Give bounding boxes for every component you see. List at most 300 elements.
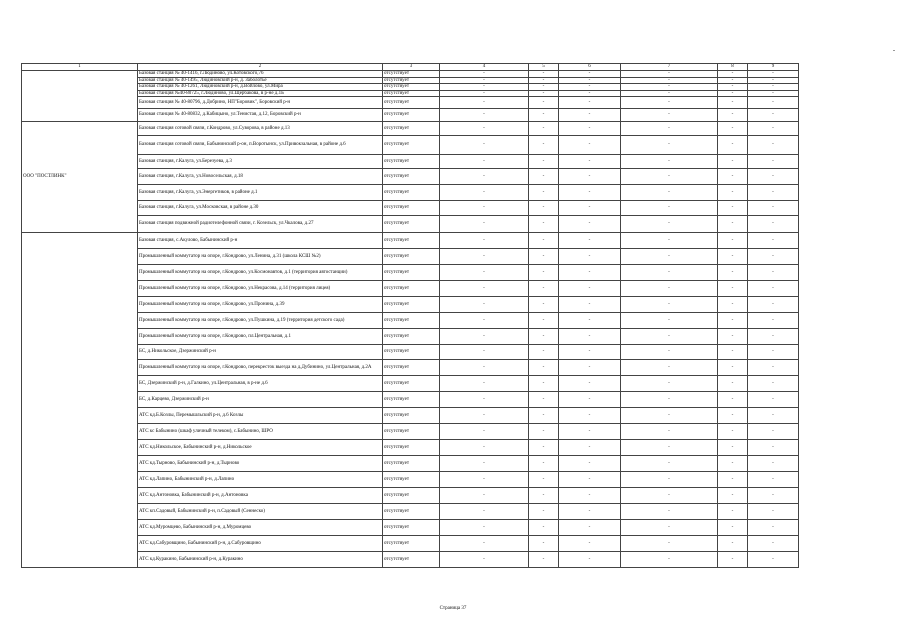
empty-value-cell: - xyxy=(529,472,559,488)
empty-value-cell: - xyxy=(621,109,718,122)
column-number: 6 xyxy=(559,64,621,71)
scan-mark xyxy=(893,50,895,51)
empty-value-cell: - xyxy=(718,440,748,456)
empty-value-cell: - xyxy=(529,440,559,456)
empty-value-cell: - xyxy=(718,97,748,109)
empty-value-cell: - xyxy=(529,520,559,536)
empty-value-cell: - xyxy=(440,71,529,78)
column-number: 5 xyxy=(529,64,559,71)
object-name-cell: Базовая станция № 40-1261, Людиновский р-н, д.Войлово, ул.Мира xyxy=(138,84,383,91)
empty-value-cell: - xyxy=(718,313,748,329)
empty-value-cell: - xyxy=(748,281,799,297)
empty-value-cell: - xyxy=(748,520,799,536)
empty-value-cell: - xyxy=(559,77,621,84)
empty-value-cell: - xyxy=(718,456,748,472)
empty-value-cell: - xyxy=(559,109,621,122)
status-cell: отсутствует xyxy=(383,392,440,408)
status-cell: отсутствует xyxy=(383,504,440,520)
empty-value-cell: - xyxy=(440,408,529,424)
empty-value-cell: - xyxy=(559,313,621,329)
empty-value-cell: - xyxy=(621,440,718,456)
column-number: 7 xyxy=(621,64,718,71)
empty-value-cell: - xyxy=(748,552,799,568)
empty-value-cell: - xyxy=(748,440,799,456)
organization-cell xyxy=(22,233,138,568)
organization-cell xyxy=(22,122,138,233)
column-number: 4 xyxy=(440,64,529,71)
empty-value-cell: - xyxy=(718,392,748,408)
empty-value-cell: - xyxy=(718,504,748,520)
empty-value-cell: - xyxy=(529,488,559,504)
empty-value-cell: - xyxy=(559,472,621,488)
page-number: Страница 37 xyxy=(439,606,467,611)
empty-value-cell: - xyxy=(559,84,621,91)
table-row xyxy=(22,456,799,472)
empty-value-cell: - xyxy=(718,376,748,392)
empty-value-cell: - xyxy=(748,313,799,329)
object-name-cell: АТС кд.Куракино, Бабынинский р-н, д.Куракино xyxy=(138,552,383,568)
empty-value-cell: - xyxy=(440,90,529,97)
object-name-cell: Базовая станция подвижной радиотелефонной связи, г. Козельск, ул.Чкалова, д.27 xyxy=(138,216,383,233)
object-name-cell: АТС кд.Тырново, Бабынинский р-н, д.Тырново xyxy=(138,456,383,472)
empty-value-cell: - xyxy=(718,90,748,97)
empty-value-cell: - xyxy=(718,169,748,185)
empty-value-cell: - xyxy=(529,155,559,169)
empty-value-cell: - xyxy=(529,185,559,201)
empty-value-cell: - xyxy=(559,456,621,472)
empty-value-cell: - xyxy=(748,201,799,216)
object-name-cell: Промышленный коммутатор на опоре, г.Кондрово, ул.Ленина, д.31 (школа КСШ №2) xyxy=(138,249,383,265)
empty-value-cell: - xyxy=(748,122,799,136)
empty-value-cell: - xyxy=(529,201,559,216)
empty-value-cell: - xyxy=(718,281,748,297)
status-cell: отсутствует xyxy=(383,249,440,265)
table-row xyxy=(22,201,799,216)
empty-value-cell: - xyxy=(748,169,799,185)
empty-value-cell: - xyxy=(621,536,718,552)
empty-value-cell: - xyxy=(621,424,718,440)
object-name-cell: Промышленный коммутатор на опоре, г.Кондрово, ул.Некрасова, д.14 (территория лицея) xyxy=(138,281,383,297)
empty-value-cell: - xyxy=(621,345,718,360)
table-row xyxy=(22,216,799,233)
empty-value-cell: - xyxy=(440,456,529,472)
empty-value-cell: - xyxy=(748,249,799,265)
empty-value-cell: - xyxy=(748,136,799,155)
empty-value-cell: - xyxy=(529,313,559,329)
empty-value-cell: - xyxy=(529,90,559,97)
table-body xyxy=(22,64,799,568)
empty-value-cell: - xyxy=(748,392,799,408)
empty-value-cell: - xyxy=(559,281,621,297)
empty-value-cell: - xyxy=(559,169,621,185)
empty-value-cell: - xyxy=(748,329,799,345)
table-row xyxy=(22,520,799,536)
empty-value-cell: - xyxy=(529,360,559,376)
empty-value-cell: - xyxy=(748,297,799,313)
empty-value-cell: - xyxy=(440,520,529,536)
empty-value-cell: - xyxy=(621,376,718,392)
empty-value-cell: - xyxy=(621,216,718,233)
empty-value-cell: - xyxy=(559,185,621,201)
empty-value-cell: - xyxy=(440,360,529,376)
table-row xyxy=(22,97,799,109)
empty-value-cell: - xyxy=(440,297,529,313)
empty-value-cell: - xyxy=(559,360,621,376)
status-cell: отсутствует xyxy=(383,281,440,297)
table-row xyxy=(22,360,799,376)
object-name-cell: Промышленный коммутатор на опоре, г.Кондрово, ул.Пушкина, д.19 (территория детского сада) xyxy=(138,313,383,329)
status-cell: отсутствует xyxy=(383,109,440,122)
status-cell: отсутствует xyxy=(383,97,440,109)
status-cell: отсутствует xyxy=(383,440,440,456)
empty-value-cell: - xyxy=(559,440,621,456)
object-name-cell: Базовая станция сотовой связи, Бабынинский р-он, п.Воротынск, ул.Привокзальная, в районе д.6 xyxy=(138,136,383,155)
empty-value-cell: - xyxy=(529,233,559,249)
empty-value-cell: - xyxy=(621,456,718,472)
column-number: 2 xyxy=(138,64,383,71)
empty-value-cell: - xyxy=(748,77,799,84)
empty-value-cell: - xyxy=(440,201,529,216)
empty-value-cell: - xyxy=(559,392,621,408)
empty-value-cell: - xyxy=(621,329,718,345)
table-row xyxy=(22,136,799,155)
status-cell: отсутствует xyxy=(383,155,440,169)
object-name-cell: Базовая станция, г.Калуга, ул.Энергетиков, в районе д.1 xyxy=(138,185,383,201)
empty-value-cell: - xyxy=(440,97,529,109)
empty-value-cell: - xyxy=(529,424,559,440)
empty-value-cell: - xyxy=(621,249,718,265)
empty-value-cell: - xyxy=(440,488,529,504)
empty-value-cell: - xyxy=(440,440,529,456)
empty-value-cell: - xyxy=(748,109,799,122)
empty-value-cell: - xyxy=(440,77,529,84)
status-cell: отсутствует xyxy=(383,185,440,201)
empty-value-cell: - xyxy=(748,216,799,233)
status-cell: отсутствует xyxy=(383,136,440,155)
empty-value-cell: - xyxy=(559,552,621,568)
status-cell: отсутствует xyxy=(383,122,440,136)
empty-value-cell: - xyxy=(440,136,529,155)
empty-value-cell: - xyxy=(718,520,748,536)
empty-value-cell: - xyxy=(440,552,529,568)
empty-value-cell: - xyxy=(440,233,529,249)
table-row xyxy=(22,233,799,249)
empty-value-cell: - xyxy=(440,392,529,408)
empty-value-cell: - xyxy=(529,297,559,313)
empty-value-cell: - xyxy=(559,136,621,155)
status-cell: отсутствует xyxy=(383,216,440,233)
empty-value-cell: - xyxy=(718,329,748,345)
empty-value-cell: - xyxy=(529,71,559,78)
empty-value-cell: - xyxy=(748,155,799,169)
status-cell: отсутствует xyxy=(383,552,440,568)
object-name-cell: Базовая станция, с.Акулово, Бабынинский р-н xyxy=(138,233,383,249)
empty-value-cell: - xyxy=(621,552,718,568)
empty-value-cell: - xyxy=(621,504,718,520)
table-row xyxy=(22,488,799,504)
empty-value-cell: - xyxy=(718,185,748,201)
empty-value-cell: - xyxy=(621,185,718,201)
empty-value-cell: - xyxy=(621,233,718,249)
object-name-cell: БС, Дзержинский р-н, д.Галкино, ул.Центральная, в р-не д.6 xyxy=(138,376,383,392)
object-name-cell: АТС кд.Б.Козлы, Перемышльский р-н, д.6 Козлы xyxy=(138,408,383,424)
empty-value-cell: - xyxy=(718,216,748,233)
empty-value-cell: - xyxy=(718,552,748,568)
object-name-cell: Базовая станция сотовой связи, г.Кондрово, ул.Суворова, в районе д.13 xyxy=(138,122,383,136)
status-cell: отсутствует xyxy=(383,376,440,392)
status-cell: отсутствует xyxy=(383,77,440,84)
table-row xyxy=(22,392,799,408)
empty-value-cell: - xyxy=(559,265,621,281)
empty-value-cell: - xyxy=(718,77,748,84)
empty-value-cell: - xyxy=(748,408,799,424)
empty-value-cell: - xyxy=(440,169,529,185)
empty-value-cell: - xyxy=(440,216,529,233)
empty-value-cell: - xyxy=(529,345,559,360)
empty-value-cell: - xyxy=(718,297,748,313)
empty-value-cell: - xyxy=(718,122,748,136)
empty-value-cell: - xyxy=(621,136,718,155)
empty-value-cell: - xyxy=(559,345,621,360)
table-row xyxy=(22,313,799,329)
empty-value-cell: - xyxy=(440,472,529,488)
object-name-cell: Промышленный коммутатор на опоре, г.Кондрово, ул.Космонавтов, д.1 (территория автостанции) xyxy=(138,265,383,281)
status-cell: отсутствует xyxy=(383,201,440,216)
empty-value-cell: - xyxy=(621,313,718,329)
empty-value-cell: - xyxy=(621,265,718,281)
empty-value-cell: - xyxy=(559,504,621,520)
table-row xyxy=(22,440,799,456)
empty-value-cell: - xyxy=(621,77,718,84)
object-name-cell: Базовая станция № 40-80796, д.Добрино, НП"Боровик", Боровский р-н xyxy=(138,97,383,109)
status-cell: отсутствует xyxy=(383,472,440,488)
empty-value-cell: - xyxy=(559,488,621,504)
table-row xyxy=(22,265,799,281)
empty-value-cell: - xyxy=(718,265,748,281)
status-cell: отсутствует xyxy=(383,424,440,440)
table-row xyxy=(22,249,799,265)
empty-value-cell: - xyxy=(718,408,748,424)
object-name-cell: Базовая станция № 40-1495, Людиновский р-н, д. Заболотье xyxy=(138,77,383,84)
empty-value-cell: - xyxy=(559,376,621,392)
status-cell: отсутствует xyxy=(383,520,440,536)
empty-value-cell: - xyxy=(440,265,529,281)
organization-cell xyxy=(22,71,138,122)
empty-value-cell: - xyxy=(440,249,529,265)
empty-value-cell: - xyxy=(718,71,748,78)
table-row xyxy=(22,155,799,169)
empty-value-cell: - xyxy=(748,472,799,488)
empty-value-cell: - xyxy=(440,376,529,392)
empty-value-cell: - xyxy=(529,84,559,91)
table-row xyxy=(22,281,799,297)
empty-value-cell: - xyxy=(529,392,559,408)
empty-value-cell: - xyxy=(748,360,799,376)
object-name-cell: АТС кп.Садовый, Бабынинский р-н, п.Садовый (Сеннеско) xyxy=(138,504,383,520)
object-name-cell: Базовая станция № 40-80832, д.Кабицыно, ул.Тенистая, д.12, Боровский р-н xyxy=(138,109,383,122)
object-name-cell: БС, д.Карцево, Дзержинский р-н xyxy=(138,392,383,408)
empty-value-cell: - xyxy=(621,71,718,78)
column-number: 8 xyxy=(718,64,748,71)
empty-value-cell: - xyxy=(529,249,559,265)
status-cell: отсутствует xyxy=(383,84,440,91)
table-row xyxy=(22,109,799,122)
empty-value-cell: - xyxy=(748,185,799,201)
status-cell: отсутствует xyxy=(383,71,440,78)
empty-value-cell: - xyxy=(529,329,559,345)
empty-value-cell: - xyxy=(621,520,718,536)
empty-value-cell: - xyxy=(718,536,748,552)
empty-value-cell: - xyxy=(529,136,559,155)
table-row xyxy=(22,185,799,201)
object-name-cell: АТС кд.Антоновка, Бабынинский р-н, д.Антоновка xyxy=(138,488,383,504)
column-number: 3 xyxy=(383,64,440,71)
status-cell: отсутствует xyxy=(383,297,440,313)
empty-value-cell: - xyxy=(529,281,559,297)
table-row xyxy=(22,424,799,440)
empty-value-cell: - xyxy=(559,216,621,233)
empty-value-cell: - xyxy=(529,408,559,424)
empty-value-cell: - xyxy=(718,472,748,488)
empty-value-cell: - xyxy=(748,345,799,360)
empty-value-cell: - xyxy=(621,201,718,216)
empty-value-cell: - xyxy=(559,297,621,313)
object-name-cell: БС, д.Никольское, Дзержинский р-н xyxy=(138,345,383,360)
empty-value-cell: - xyxy=(621,392,718,408)
status-cell: отсутствует xyxy=(383,408,440,424)
empty-value-cell: - xyxy=(529,536,559,552)
empty-value-cell: - xyxy=(440,424,529,440)
empty-value-cell: - xyxy=(748,233,799,249)
empty-value-cell: - xyxy=(748,488,799,504)
object-name-cell: Базовая станция № 40-1416, г.Людиново, ул.Котовского,76 xyxy=(138,71,383,78)
empty-value-cell: - xyxy=(718,233,748,249)
object-name-cell: АТС кд.Никольское, Бабынинский р-н, д.Никольское xyxy=(138,440,383,456)
empty-value-cell: - xyxy=(748,536,799,552)
empty-value-cell: - xyxy=(718,488,748,504)
empty-value-cell: - xyxy=(621,472,718,488)
empty-value-cell: - xyxy=(529,216,559,233)
empty-value-cell: - xyxy=(748,456,799,472)
empty-value-cell: - xyxy=(748,84,799,91)
empty-value-cell: - xyxy=(529,504,559,520)
empty-value-cell: - xyxy=(529,109,559,122)
empty-value-cell: - xyxy=(718,360,748,376)
empty-value-cell: - xyxy=(718,345,748,360)
empty-value-cell: - xyxy=(440,313,529,329)
table-header-row xyxy=(22,64,799,71)
empty-value-cell: - xyxy=(559,249,621,265)
status-cell: отсутствует xyxy=(383,169,440,185)
empty-value-cell: - xyxy=(529,97,559,109)
empty-value-cell: - xyxy=(559,520,621,536)
empty-value-cell: - xyxy=(440,536,529,552)
status-cell: отсутствует xyxy=(383,233,440,249)
empty-value-cell: - xyxy=(621,155,718,169)
object-name-cell: Базовая станция №40-80725, г.Людиново, ул.Щербакова, в р-не д.1Б xyxy=(138,90,383,97)
empty-value-cell: - xyxy=(559,329,621,345)
column-number: 9 xyxy=(748,64,799,71)
object-name-cell: Промышленный коммутатор на опоре, г.Кондрово, перекресток выезда на д.Дубинино, ул.Центральная, д.2А xyxy=(138,360,383,376)
empty-value-cell: - xyxy=(718,249,748,265)
empty-value-cell: - xyxy=(621,84,718,91)
status-cell: отсутствует xyxy=(383,488,440,504)
status-cell: отсутствует xyxy=(383,536,440,552)
empty-value-cell: - xyxy=(621,97,718,109)
empty-value-cell: - xyxy=(559,233,621,249)
table-row xyxy=(22,345,799,360)
empty-value-cell: - xyxy=(529,122,559,136)
object-name-cell: АТС кд.Сабуровщино, Бабынинский р-н, д.Сабуровщино xyxy=(138,536,383,552)
table-row xyxy=(22,169,799,185)
empty-value-cell: - xyxy=(748,424,799,440)
empty-value-cell: - xyxy=(621,90,718,97)
empty-value-cell: - xyxy=(440,109,529,122)
table-row xyxy=(22,504,799,520)
object-name-cell: АТС кд.Лапино, Бабынинский р-н, д.Лапино xyxy=(138,472,383,488)
status-cell: отсутствует xyxy=(383,90,440,97)
object-name-cell: АТС кс Бабынино (шкаф уличный телеком), с.Бабынино, ШРО xyxy=(138,424,383,440)
table-row xyxy=(22,472,799,488)
empty-value-cell: - xyxy=(440,84,529,91)
table-row xyxy=(22,297,799,313)
empty-value-cell: - xyxy=(621,169,718,185)
organization-name: ООО "ПОСТЛИНК" xyxy=(23,174,67,180)
object-name-cell: Промышленный коммутатор на опоре, г.Кондрово, пл.Центральная, д.1 xyxy=(138,329,383,345)
status-cell: отсутствует xyxy=(383,456,440,472)
empty-value-cell: - xyxy=(440,185,529,201)
empty-value-cell: - xyxy=(559,155,621,169)
empty-value-cell: - xyxy=(529,265,559,281)
table-row xyxy=(22,122,799,136)
empty-value-cell: - xyxy=(748,90,799,97)
empty-value-cell: - xyxy=(440,155,529,169)
empty-value-cell: - xyxy=(748,504,799,520)
table-row xyxy=(22,536,799,552)
empty-value-cell: - xyxy=(718,201,748,216)
empty-value-cell: - xyxy=(440,122,529,136)
empty-value-cell: - xyxy=(748,97,799,109)
empty-value-cell: - xyxy=(559,201,621,216)
empty-value-cell: - xyxy=(748,265,799,281)
empty-value-cell: - xyxy=(559,408,621,424)
object-name-cell: Базовая станция, г.Калуга, ул.Березуева, д.3 xyxy=(138,155,383,169)
empty-value-cell: - xyxy=(621,408,718,424)
status-cell: отсутствует xyxy=(383,265,440,281)
empty-value-cell: - xyxy=(440,504,529,520)
empty-value-cell: - xyxy=(621,281,718,297)
status-cell: отсутствует xyxy=(383,313,440,329)
empty-value-cell: - xyxy=(621,488,718,504)
empty-value-cell: - xyxy=(559,71,621,78)
table-row xyxy=(22,329,799,345)
column-number: 1 xyxy=(22,64,138,71)
object-name-cell: АТС кд.Муромцево, Бабынинский р-н, д.Муромцево xyxy=(138,520,383,536)
empty-value-cell: - xyxy=(559,90,621,97)
empty-value-cell: - xyxy=(529,552,559,568)
empty-value-cell: - xyxy=(559,122,621,136)
empty-value-cell: - xyxy=(559,97,621,109)
table-row xyxy=(22,408,799,424)
object-name-cell: Базовая станция, г.Калуга, ул.Московская, в районе д.30 xyxy=(138,201,383,216)
empty-value-cell: - xyxy=(529,376,559,392)
empty-value-cell: - xyxy=(748,71,799,78)
empty-value-cell: - xyxy=(440,345,529,360)
empty-value-cell: - xyxy=(440,281,529,297)
empty-value-cell: - xyxy=(748,376,799,392)
empty-value-cell: - xyxy=(529,169,559,185)
object-name-cell: Базовая станция, г.Калуга, ул.Новосельская, д.18 xyxy=(138,169,383,185)
